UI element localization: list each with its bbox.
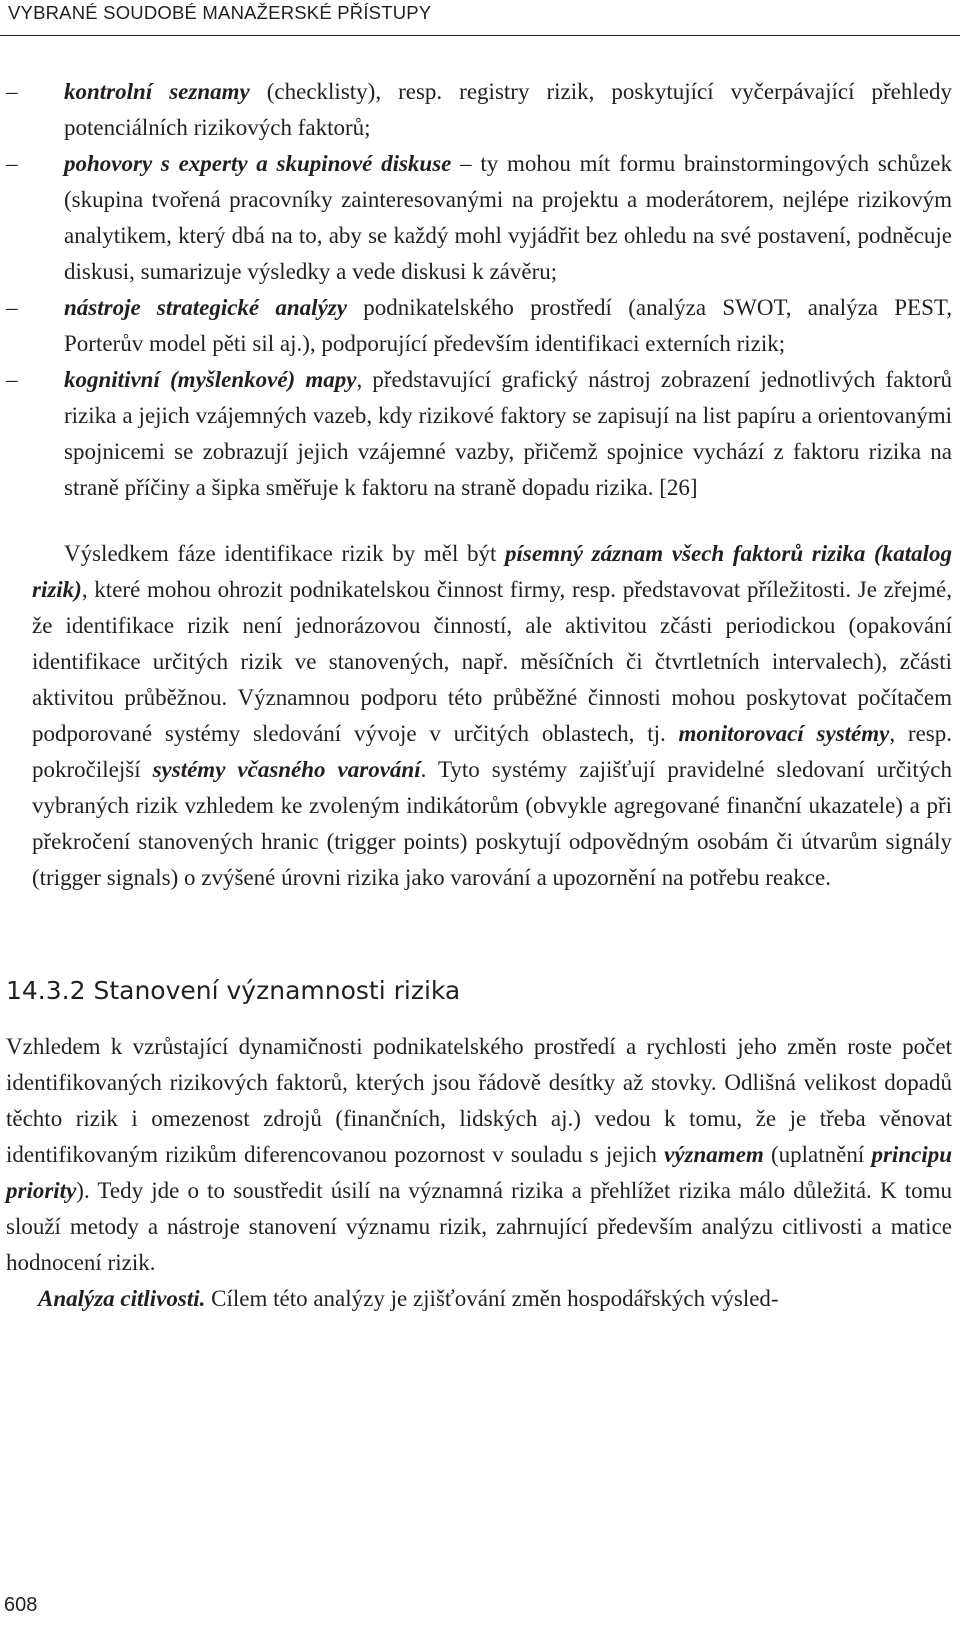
- list-item-term: pohovory s experty a skupinové diskuse: [64, 151, 452, 176]
- para-text: . Tyto systémy zajišťují pravidelné sledovaní určitých vybraných rizik vzhledem ke zvoleným indikátorům (obvykle agregované finanční ukazatele) a při překročení stanovených hranic (trigger points) poskytují odpovědným osobám či útvarům signály (trigger signals) o zvýšené úrovni rizika jako varování a upozornění na potřebu reakce.: [32, 757, 952, 890]
- para-emphasis: principu priority: [6, 1142, 953, 1203]
- para-text: (uplatnění: [763, 1142, 872, 1167]
- para-text: Cílem této analýzy je zjišťování změn hospodářských výsled-: [205, 1286, 779, 1311]
- list-item-text: – ty mohou mít formu brainstormingových schůzek (skupina tvořená pracovníky zainteresovanými na projektu a moderátorem, nejlépe rizikovým analytikem, který dbá na to, aby se každý mohl vyjádřit bez ohledu na své postavení, podněcuje diskusi, sumarizuje výsledky a vede diskusi k závěru;: [64, 151, 952, 284]
- list-dash: –: [6, 367, 18, 392]
- list-dash: –: [6, 295, 18, 320]
- para-emphasis: Analýza citlivosti.: [38, 1286, 206, 1311]
- list-item: [6, 74, 952, 146]
- page-body: [6, 74, 953, 1317]
- list-item: [6, 362, 952, 506]
- list-item-term: nástroje strategické analýzy: [64, 295, 347, 320]
- para-text: , resp. pokročilejší: [32, 721, 952, 782]
- para-emphasis: systémy včasného varování: [152, 757, 421, 782]
- paragraph-risk-catalog: [32, 536, 952, 896]
- list-item-text: , představující grafický nástroj zobrazení jednotlivých faktorů rizika a jejich vzájemných vazeb, kdy rizikové faktory se zapisují na list papíru a orientovanými spojnicemi se zobrazují jejich vzájemné vazby, přičemž spojnice vychází z faktoru rizika na straně příčiny a šipka směřuje k faktoru na straně dopadu rizika. [26]: [64, 367, 952, 500]
- list-item-term: kontrolní seznamy: [64, 79, 250, 104]
- list-dash: –: [6, 79, 18, 104]
- paragraph-significance: [6, 1029, 952, 1281]
- section-heading: 14.3.2 Stanovení významnosti rizika: [6, 976, 461, 1005]
- paragraph-sensitivity: [6, 1281, 952, 1317]
- page-number: 608: [4, 1594, 38, 1616]
- para-emphasis: monitorovací systémy: [678, 721, 890, 746]
- list-dash: –: [6, 151, 18, 176]
- list-item-text: podnikatelského prostředí (analýza SWOT, analýza PEST, Porterův model pěti sil aj.), podporující především identifikaci externích rizik;: [64, 295, 952, 356]
- list-item: [6, 290, 952, 362]
- para-text: ). Tedy jde o to soustředit úsilí na významná rizika a přehlížet rizika málo důležitá. K tomu slouží metody a nástroje stanovení významu rizik, zahrnující především analýzu citlivosti a matice hodnocení rizik.: [6, 1178, 952, 1275]
- list-item-text: (checklisty), resp. registry rizik, poskytující vyčerpávající přehledy potenciálních rizikových faktorů;: [64, 79, 952, 140]
- header-rule: [0, 35, 960, 36]
- para-emphasis: písemný záznam všech faktorů rizika (katalog rizik): [32, 541, 953, 602]
- running-header: VYBRANÉ SOUDOBÉ MANAŽERSKÉ PŘÍSTUPY: [8, 2, 432, 23]
- para-emphasis: významem: [664, 1142, 764, 1167]
- para-text: Vzhledem k vzrůstající dynamičnosti podnikatelského prostředí a rychlosti jeho změn roste počet identifikovaných rizikových faktorů, kterých jsou řádově desítky až stovky. Odlišná velikost dopadů těchto rizik i omezenost zdrojů (finančních, lidských aj.) vedou k tomu, že je třeba věnovat identifikovaným rizikům diferencovanou pozornost v souladu s jejich: [6, 1034, 952, 1167]
- para-text: Výsledkem fáze identifikace rizik by měl být: [64, 541, 506, 566]
- list-item: [6, 146, 952, 290]
- list-item-term: kognitivní (myšlenkové) mapy: [64, 367, 357, 392]
- para-text: , které mohou ohrozit podnikatelskou činnost firmy, resp. představovat příležitosti. Je zřejmé, že identifikace rizik není jednorázovou činností, ale aktivitou zčásti periodickou (opakování identifikace určitých rizik ve stanovených, např. měsíčních či čtvrtletních intervalech), zčásti aktivitou průběžnou. Významnou podporu této průběžné činnosti mohou poskytovat počítačem podporované systémy sledování vývoje v určitých oblastech, tj.: [32, 577, 952, 746]
